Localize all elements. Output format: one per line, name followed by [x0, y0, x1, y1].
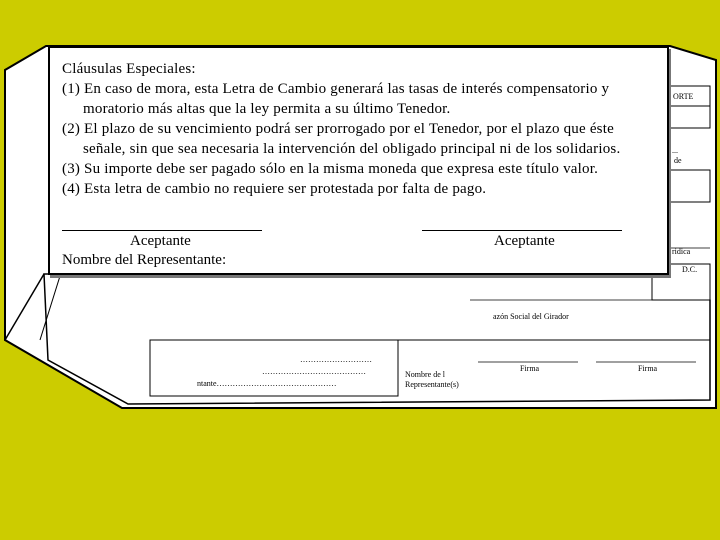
- clauses-heading: Cláusulas Especiales:: [62, 61, 196, 77]
- dc-fragment: D.C.: [682, 265, 698, 274]
- acceptor-label-left: Aceptante: [130, 233, 191, 249]
- nombre-representante-line-1: Nombre de l: [405, 370, 445, 379]
- firma-left-label: Firma: [520, 364, 540, 373]
- dotted-line-2: …………………………………: [262, 367, 366, 376]
- razon-social-fragment: azón Social del Girador: [493, 312, 569, 321]
- date-box: [668, 170, 710, 202]
- nombre-representante-line-2: Representante(s): [405, 380, 459, 389]
- clause-1-line-2: moratorio más altas que la ley permita a su último Tenedor.: [83, 101, 451, 117]
- signature-line-left: [62, 230, 262, 231]
- clause-3: (3) Su importe debe ser pagado sólo en la misma moneda que expresa este título valor.: [62, 161, 599, 177]
- importe-value-box: [668, 106, 710, 128]
- clause-1-line-1: (1) En caso de mora, esta Letra de Cambio generará las tasas de interés compensatorio y: [62, 81, 610, 97]
- acceptor-label-right: Aceptante: [494, 233, 555, 249]
- dots-fragment: ...: [672, 146, 678, 155]
- representative-name-label: Nombre del Representante:: [62, 252, 227, 268]
- importe-fragment: ORTE: [673, 92, 694, 101]
- juridica-fragment: ridica: [672, 247, 691, 256]
- de-fragment: de: [674, 156, 682, 165]
- clause-4: (4) Esta letra de cambio no requiere ser protestada por falta de pago.: [62, 181, 487, 197]
- clause-2-line-2: señale, sin que sea necesaria la intervención del obligado principal ni de los solidarios.: [83, 141, 621, 157]
- dotted-line-1: ………………………: [300, 355, 372, 364]
- signature-line-right: [422, 230, 622, 231]
- dotted-line-3: ntante………………………………………: [197, 379, 337, 388]
- firma-right-label: Firma: [638, 364, 658, 373]
- special-clauses-card: [48, 46, 669, 275]
- clause-2-line-1: (2) El plazo de su vencimiento podrá ser prorrogado por el Tenedor, por el plazo que éste: [62, 121, 614, 137]
- folded-flap: [44, 274, 710, 404]
- clauses-text: [62, 59, 620, 199]
